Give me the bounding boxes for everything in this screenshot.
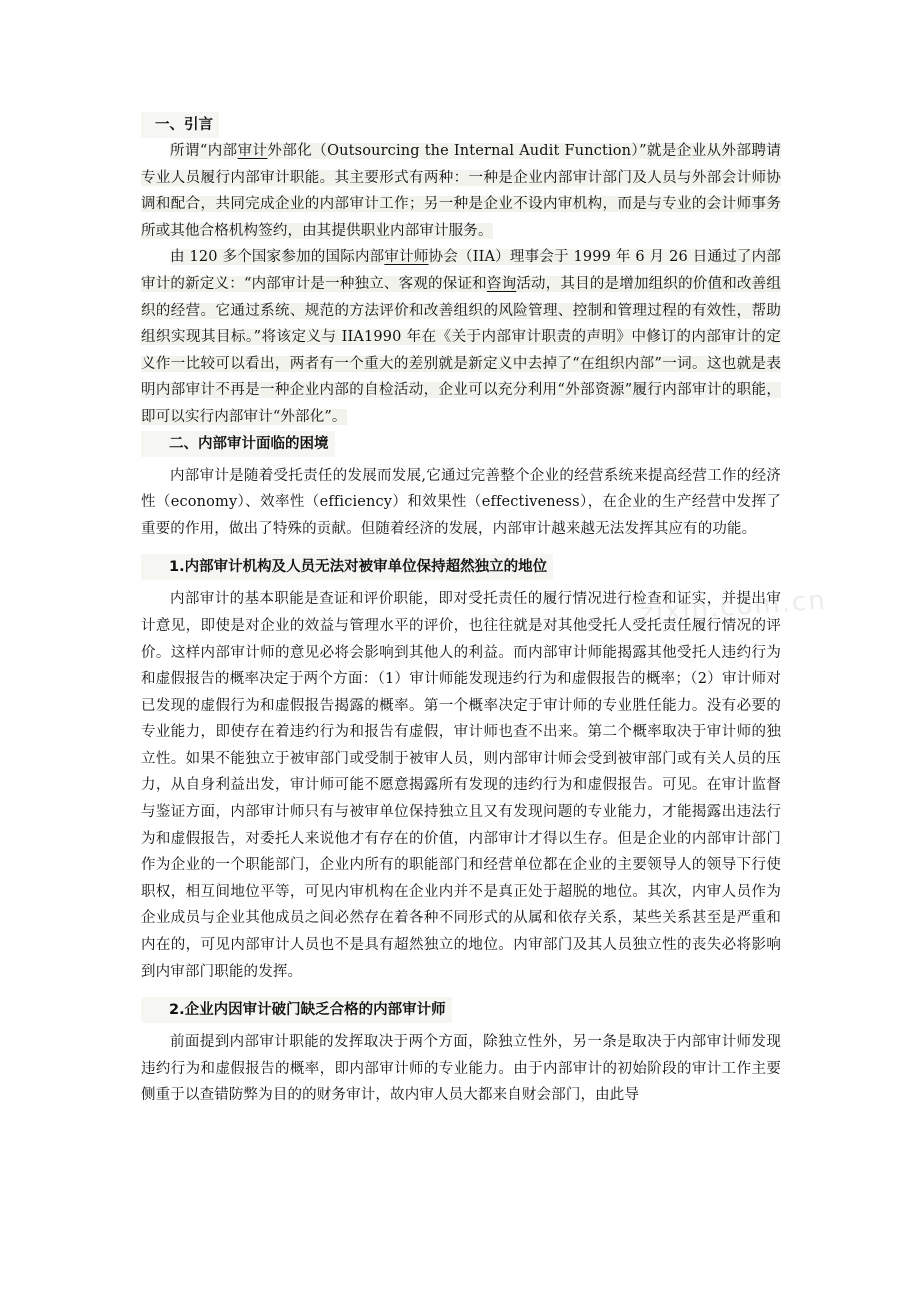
section-heading-dilemma: 二、内部审计面临的困境 xyxy=(141,431,335,457)
link-consulting[interactable]: 咨询 xyxy=(486,275,517,292)
link-audit[interactable]: 审计 xyxy=(237,143,268,159)
paragraph-outsourcing-definition: 所谓“内部审计外部化（Outsourcing the Internal Audit Function）”就是企业从外部聘请专业人员履行内部审计职能。其主要形式有两种：一种是企业内部审计部门及人员与外部会计师协调和配合，共同完成企业的内部审计工作；另一种是企业不设内审机构，而是与专业的会计师事务所或其他合格机构签约，由其提供职业内部审计服务。 xyxy=(141,143,781,239)
paragraph-qualified-auditors: 前面提到内部审计职能的发挥取决于两个方面，除独立性外，另一条是取决于内部审计师发现违约行为和虚假报告的概率，即内部审计师的专业能力。由于内部审计的初始阶段的审计工作主要侧重于以查错防弊为目的的财务审计，故内审人员大都来自财会部门，由此导 xyxy=(141,1034,781,1104)
subsection-heading-qualified-auditors: 2.企业内因审计破门缺乏合格的内部审计师 xyxy=(141,997,452,1023)
subsection-heading-independence: 1.内部审计机构及人员无法对被审单位保持超然独立的地位 xyxy=(141,554,553,580)
link-auditor[interactable]: 审计师 xyxy=(384,249,429,266)
paragraph-independence: 内部审计的基本职能是查证和评价职能，即对受托责任的履行情况进行检查和证实，并提出审计意见，即使是对企业的效益与管理水平的评价，也往往就是对其他受托人受托责任履行情况的评价。这样内部审计师的意见必将会影响到其他人的利益。而内部审计师能揭露其他受托人违约行为和虚假报告的概率决定于两个方面：（1）审计师能发现违约行为和虚假报告的概率；（2）审计师对已发现的虚假行为和虚假报告揭露的概率。第一个概率决定于审计师的专业胜任能力。没有必要的专业能力，即使存在着违约行为和报告有虚假，审计师也查不出来。第二个概率取决于审计师的独立性。如果不能独立于被审部门或受制于被审人员，则内部审计师会受到被审部门或有关人员的压力，从自身利益出发，审计师可能不愿意揭露所有发现的违约行为和虚假报告。可见。在审计监督与鉴证方面，内部审计师只有与被审单位保持独立且又有发现问题的专业能力，才能揭露出违法行为和虚假报告，对委托人来说他才有存在的价值，内部审计才得以生存。但是企业的内部审计部门作为企业的一个职能部门，企业内所有的职能部门和经营单位都在企业的主要领导人的领导下行使职权，相互间地位平等，可见内审机构在企业内并不是真正处于超脱的地位。其次，内审人员作为企业成员与企业其他成员之间必然存在着各种不同形式的从属和依存关系，某些关系甚至是严重和内在的，可见内部审计人员也不是具有超然独立的地位。内审部门及其人员独立性的丧失必将影响到内审部门职能的发挥。 xyxy=(141,591,781,980)
section-heading-intro: 一、引言 xyxy=(141,112,219,138)
paragraph-iia-definition: 由 120 多个国家参加的国际内部审计师协会（IIA）理事会于 1999 年 6 月 26 日通过了内部审计的新定义：“内部审计是一种独立、客观的保证和咨询活动，其目的是增加组织的价值和改善组织的经营。它通过系统、规范的方法评价和改善组织的风险管理、控制和管理过程的有效性，帮助组织实现其目标。”将该定义与 IIA1990 年在《关于内部审计职责的声明》中修订的内部审计的定义作一比较可以看出，两者有一个重大的差别就是新定义中去掉了“在组织内部”一词。这也就是表明内部审计不再是一种企业内部的自检活动，企业可以充分利用“外部资源”履行内部审计的职能，即可以实行内部审计“外部化”。 xyxy=(141,249,781,425)
watermark-text: zixin.com.cn xyxy=(639,585,828,629)
paragraph-dilemma: 内部审计是随着受托责任的发展而发展,它通过完善整个企业的经营系统来提高经营工作的经济性（economy）、效率性（efficiency）和效果性（effectiveness），在企业的生产经营中发挥了重要的作用，做出了特殊的贡献。但随着经济的发展，内部审计越来越无法发挥其应有的功能。 xyxy=(141,467,781,537)
